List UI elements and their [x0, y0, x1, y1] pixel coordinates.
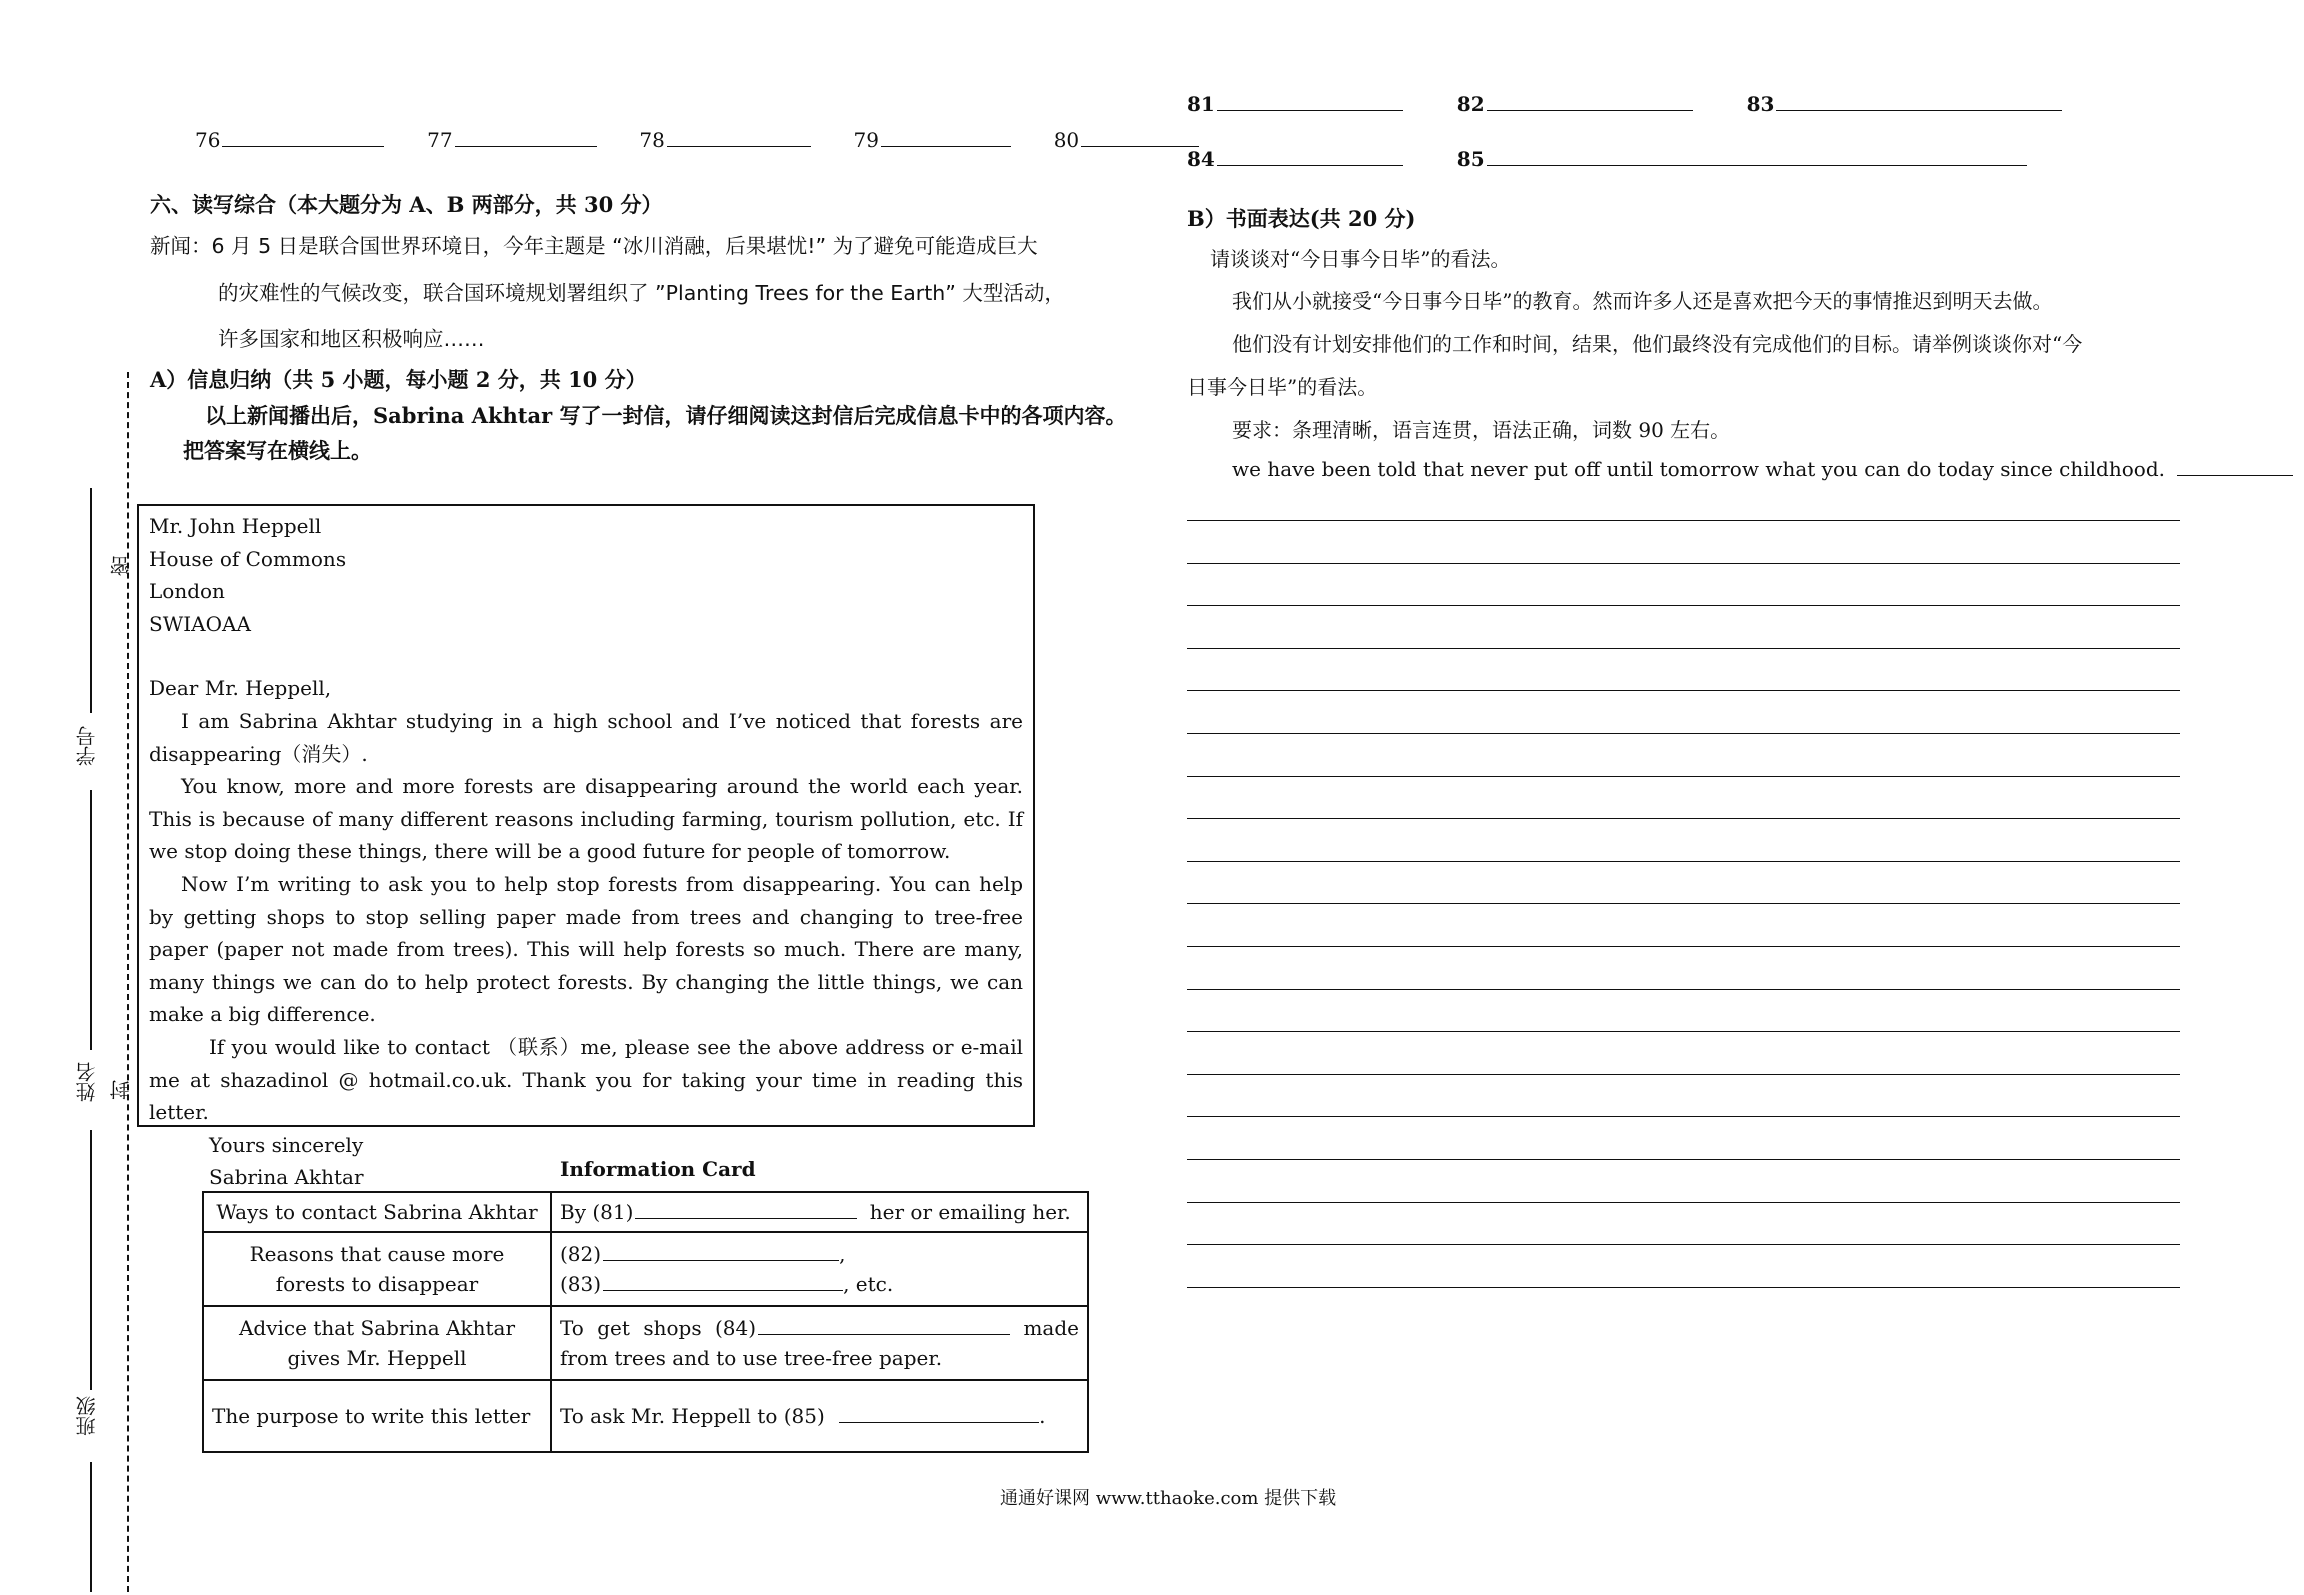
address-line: Mr. John Heppell: [149, 514, 322, 538]
answer-blank[interactable]: [1217, 109, 1403, 111]
margin-label-xingming: 姓名: [75, 1062, 99, 1102]
answer-blank[interactable]: [222, 145, 384, 147]
row-label: Ways to contact Sabrina Akhtar: [203, 1192, 551, 1232]
blank-number: 78: [639, 128, 665, 152]
writing-line[interactable]: [1187, 1287, 2180, 1288]
row-answer-cell: (82) , (83) , etc.: [551, 1232, 1088, 1306]
address-line: SWIAOAA: [149, 611, 251, 636]
writing-line[interactable]: [1187, 690, 2180, 691]
letter-greeting: Dear Mr. Heppell,: [149, 676, 332, 701]
blank-number: 79: [853, 128, 879, 152]
partA-instruction-1: 以上新闻播出后，Sabrina Akhtar 写了一封信，请仔细阅读这封信后完成信息卡中的各项内容。: [205, 403, 1127, 428]
row-answer-cell: To get shops (84) made from trees and to use tree-free paper.: [551, 1306, 1088, 1380]
letter-signature: Sabrina Akhtar: [209, 1165, 364, 1190]
answer-blank[interactable]: [1487, 109, 1693, 111]
binding-dashed-line: [127, 372, 129, 1592]
seal-mi: 密: [109, 556, 133, 576]
letter-paragraph: I am Sabrina Akhtar studying in a high school and I’ve noticed that forests are disappearing（消失）.: [149, 708, 1023, 766]
section6-heading: 六、读写综合（本大题分为 A、B 两部分，共 30 分）: [150, 192, 663, 217]
writing-line[interactable]: [1187, 903, 2180, 904]
news-line-3: 许多国家和地区积极响应……: [218, 327, 485, 351]
answer-blank[interactable]: [1487, 164, 2027, 166]
writing-line[interactable]: [1187, 946, 2180, 947]
row-label: Advice that Sabrina Akhtar gives Mr. Heppell: [203, 1306, 551, 1380]
address-line: London: [149, 579, 225, 604]
blank-number: 76: [195, 128, 221, 152]
writing-line[interactable]: [1187, 733, 2180, 734]
answer-blanks-84-85: 84 85: [1187, 147, 2027, 171]
margin-label-banji: 班级: [75, 1396, 99, 1436]
row-answer-cell: By (81) her or emailing her.: [551, 1192, 1088, 1232]
partB-starter: we have been told that never put off until tomorrow what you can do today since childhood.: [1232, 457, 2293, 481]
answer-blank-83[interactable]: [603, 1289, 843, 1291]
table-row: [203, 1232, 1088, 1306]
letter-closing: Yours sincerely: [209, 1132, 364, 1157]
writing-line[interactable]: [1187, 1074, 2180, 1075]
table-row: [203, 1380, 1088, 1452]
partB-prompt: 请谈谈对“今日事今日毕”的看法。: [1210, 247, 1511, 271]
row-answer-cell: To ask Mr. Heppell to (85) .: [551, 1380, 1088, 1452]
writing-line[interactable]: [1187, 776, 2180, 777]
letter-paragraph: If you would like to contact （联系）me, please see the above address or e-mail me at shazadinol @ hotmail.co.uk. Thank you for taking your time in reading this letter.: [149, 1034, 1023, 1125]
writing-line[interactable]: [1187, 818, 2180, 819]
blank-number: 77: [427, 128, 453, 152]
writing-line[interactable]: [1187, 989, 2180, 990]
margin-line: [90, 488, 92, 713]
partB-text-3: 日事今日毕”的看法。: [1187, 375, 1378, 399]
answer-blank-82[interactable]: [603, 1259, 839, 1261]
writing-line[interactable]: [1187, 1031, 2180, 1032]
address-line: House of Commons: [149, 546, 347, 571]
partB-text-2: 他们没有计划安排他们的工作和时间，结果，他们最终没有完成他们的目标。请举例谈谈你对“今: [1232, 332, 2083, 356]
margin-label-xuehao: 学号: [75, 726, 99, 766]
answer-blank-84[interactable]: [758, 1333, 1010, 1335]
partB-heading: B）书面表达(共 20 分): [1187, 206, 1416, 231]
partA-instruction-2: 把答案写在横线上。: [183, 438, 372, 463]
page-footer: 通通好课网 www.tthaoke.com 提供下载: [1000, 1488, 1337, 1509]
margin-line: [90, 1462, 92, 1592]
table-row: [203, 1192, 1088, 1232]
writing-line[interactable]: [1187, 605, 2180, 606]
writing-line[interactable]: [1187, 648, 2180, 649]
table-row: [203, 1306, 1088, 1380]
answer-blank-81[interactable]: [635, 1217, 857, 1219]
margin-line: [90, 790, 92, 1050]
writing-line[interactable]: [1187, 861, 2180, 862]
answer-blank-85[interactable]: [839, 1421, 1039, 1423]
writing-line[interactable]: [1187, 1159, 2180, 1160]
blank-number: 80: [1053, 128, 1080, 152]
partA-heading: A）信息归纳（共 5 小题，每小题 2 分，共 10 分）: [150, 367, 647, 392]
answer-blanks-81-83: 81 82 83: [1187, 92, 2062, 116]
info-card-table: [202, 1191, 1089, 1453]
news-line-2: 的灾难性的气候改变，联合国环境规划署组织了 ”Planting Trees for the Earth” 大型活动，: [218, 281, 1065, 305]
writing-line[interactable]: [1187, 563, 2180, 564]
writing-blank[interactable]: [2177, 474, 2293, 476]
answer-blank[interactable]: [1217, 164, 1403, 166]
partB-text-1: 我们从小就接受“今日事今日毕”的教育。然而许多人还是喜欢把今天的事情推迟到明天去做。: [1232, 289, 2053, 313]
news-line-1: 新闻：6 月 5 日是联合国世界环境日，今年主题是 “冰川消融，后果堪忧!” 为了避免可能造成巨大: [150, 234, 1038, 258]
partB-requirements: 要求：条理清晰，语言连贯，语法正确，词数 90 左右。: [1232, 418, 1731, 442]
answer-blank[interactable]: [1081, 145, 1199, 147]
row-label: Reasons that cause more forests to disappear: [203, 1232, 551, 1306]
seal-feng: 封: [109, 1080, 133, 1100]
answer-blank[interactable]: [1776, 109, 2062, 111]
row-label: The purpose to write this letter: [203, 1380, 551, 1452]
answer-blanks-76-80: [195, 128, 1199, 152]
margin-line: [90, 1130, 92, 1390]
answer-blank[interactable]: [881, 145, 1011, 147]
letter-paragraph: Now I’m writing to ask you to help stop forests from disappearing. You can help by getting shops to stop selling paper made from trees and changing to tree-free paper (paper not made from trees). This will help forests so much. There are many, many things we can do to help protect forests. By changing the little things, we can make a big difference.: [149, 871, 1023, 1027]
writing-line[interactable]: [1187, 1202, 2180, 1203]
writing-line[interactable]: [1187, 520, 2180, 521]
writing-line[interactable]: [1187, 1116, 2180, 1117]
answer-blank[interactable]: [455, 145, 597, 147]
info-card-title: Information Card: [560, 1157, 756, 1181]
answer-blank[interactable]: [667, 145, 811, 147]
letter-paragraph: You know, more and more forests are disappearing around the world each year. This is because of many different reasons including farming, tourism pollution, etc. If we stop doing these things, there will be a good future for people of tomorrow.: [149, 774, 1023, 864]
writing-line[interactable]: [1187, 1244, 2180, 1245]
